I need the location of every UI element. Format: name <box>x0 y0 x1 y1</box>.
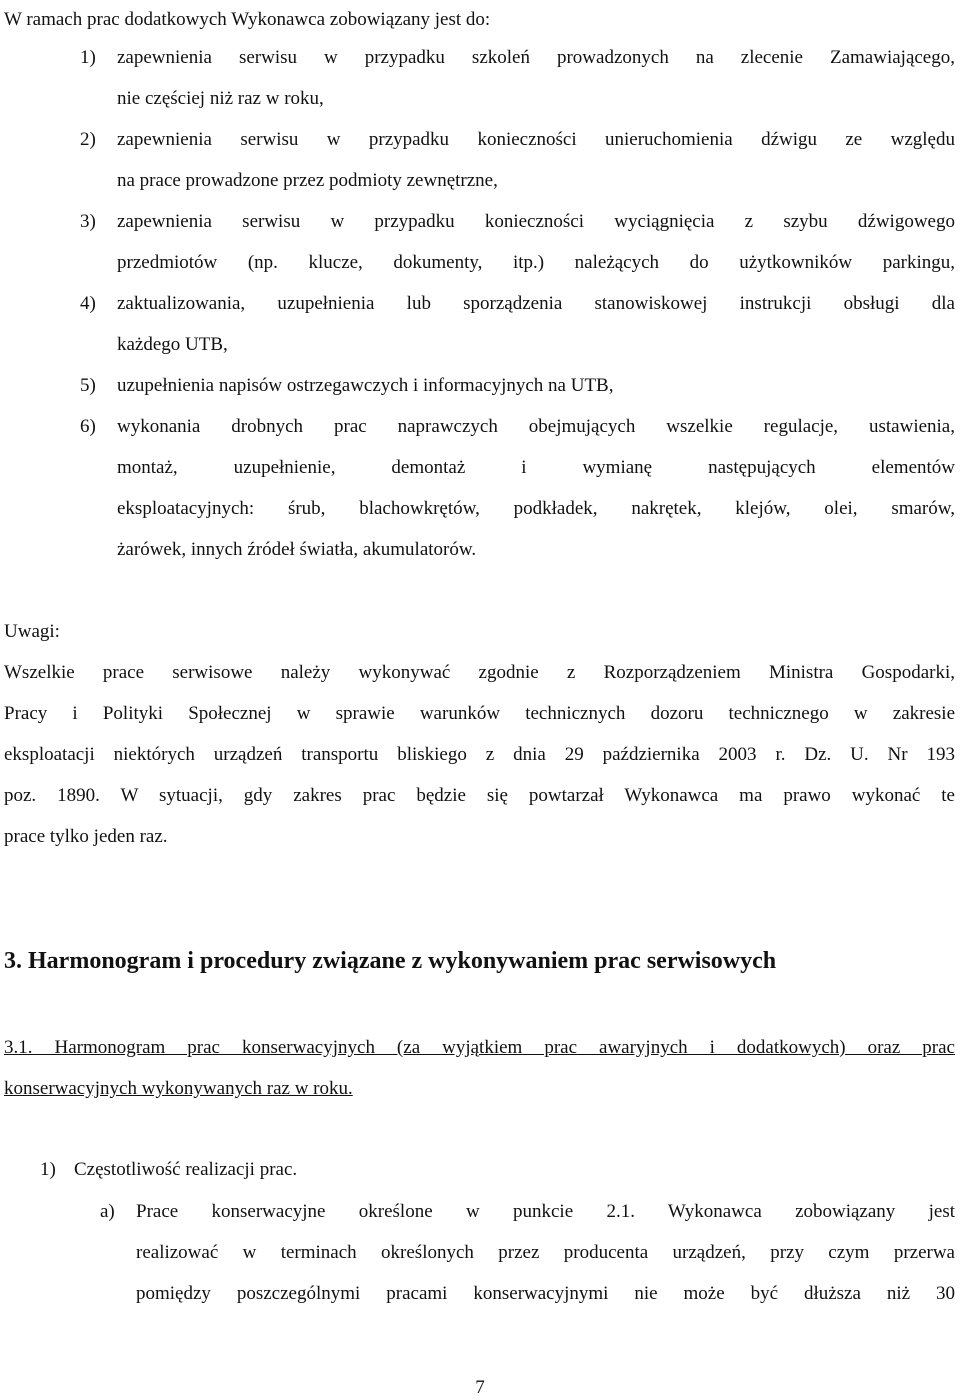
notes-line: prace tylko jeden raz. <box>4 826 168 847</box>
list-item-number: 3) <box>80 211 96 232</box>
list-item-line: montaż, uzupełnienie, demontaż i wymianę następujących elementów <box>117 457 955 478</box>
list-item-line: uzupełnienia napisów ostrzegawczych i informacyjnych na UTB, <box>117 375 614 396</box>
sub-sub-item-line: pomiędzy poszczególnymi pracami konserwacyjnymi nie może być dłuższa niż 30 <box>136 1283 955 1304</box>
intro-line: W ramach prac dodatkowych Wykonawca zobowiązany jest do: <box>4 9 491 30</box>
list-item-number: 6) <box>80 416 96 437</box>
subsection-heading-line: 3.1. Harmonogram prac konserwacyjnych (za wyjątkiem prac awaryjnych i dodatkowych) oraz prac <box>4 1037 955 1058</box>
sub-item-number: 1) <box>40 1159 56 1180</box>
list-item-number: 2) <box>80 129 96 150</box>
notes-line: Pracy i Polityki Społecznej w sprawie warunków technicznych dozoru technicznego w zakresie <box>4 703 955 724</box>
list-item-line: eksploatacyjnych: śrub, blachowkrętów, podkładek, nakrętek, klejów, olei, smarów, <box>117 498 955 519</box>
section-heading: 3. Harmonogram i procedury związane z wykonywaniem prac serwisowych <box>4 948 777 974</box>
list-item-line: na prace prowadzone przez podmioty zewnętrzne, <box>117 170 498 191</box>
list-item-line: wykonania drobnych prac naprawczych obejmujących wszelkie regulacje, ustawienia, <box>117 416 955 437</box>
notes-label: Uwagi: <box>4 621 60 642</box>
subsection-heading-line: konserwacyjnych wykonywanych raz w roku. <box>4 1078 353 1099</box>
page-number: 7 <box>475 1377 485 1398</box>
list-item-line: każdego UTB, <box>117 334 228 355</box>
notes-line: poz. 1890. W sytuacji, gdy zakres prac będzie się powtarzał Wykonawca ma prawo wykonać te <box>4 785 955 806</box>
list-item-line: zaktualizowania, uzupełnienia lub sporządzenia stanowiskowej instrukcji obsługi dla <box>117 293 955 314</box>
list-item-line: nie częściej niż raz w roku, <box>117 88 324 109</box>
list-item-line: przedmiotów (np. klucze, dokumenty, itp.) należących do użytkowników parkingu, <box>117 252 955 273</box>
sub-sub-item-line: realizować w terminach określonych przez producenta urządzeń, przy czym przerwa <box>136 1242 955 1263</box>
notes-line: eksploatacji niektórych urządzeń transportu bliskiego z dnia 29 października 2003 r. Dz. U. Nr 193 <box>4 744 955 765</box>
notes-line: Wszelkie prace serwisowe należy wykonywać zgodnie z Rozporządzeniem Ministra Gospodarki, <box>4 662 955 683</box>
list-item-line: żarówek, innych źródeł światła, akumulatorów. <box>117 539 477 560</box>
list-item-line: zapewnienia serwisu w przypadku konieczności wyciągnięcia z szybu dźwigowego <box>117 211 955 232</box>
sub-sub-item-line: Prace konserwacyjne określone w punkcie 2.1. Wykonawca zobowiązany jest <box>136 1201 955 1222</box>
sub-item-text: Częstotliwość realizacji prac. <box>74 1159 298 1180</box>
list-item-number: 1) <box>80 47 96 68</box>
list-item-number: 5) <box>80 375 96 396</box>
list-item-number: 4) <box>80 293 96 314</box>
list-item-line: zapewnienia serwisu w przypadku konieczności unieruchomienia dźwigu ze względu <box>117 129 955 150</box>
list-item-line: zapewnienia serwisu w przypadku szkoleń prowadzonych na zlecenie Zamawiającego, <box>117 47 955 68</box>
sub-sub-item-number: a) <box>100 1201 115 1222</box>
